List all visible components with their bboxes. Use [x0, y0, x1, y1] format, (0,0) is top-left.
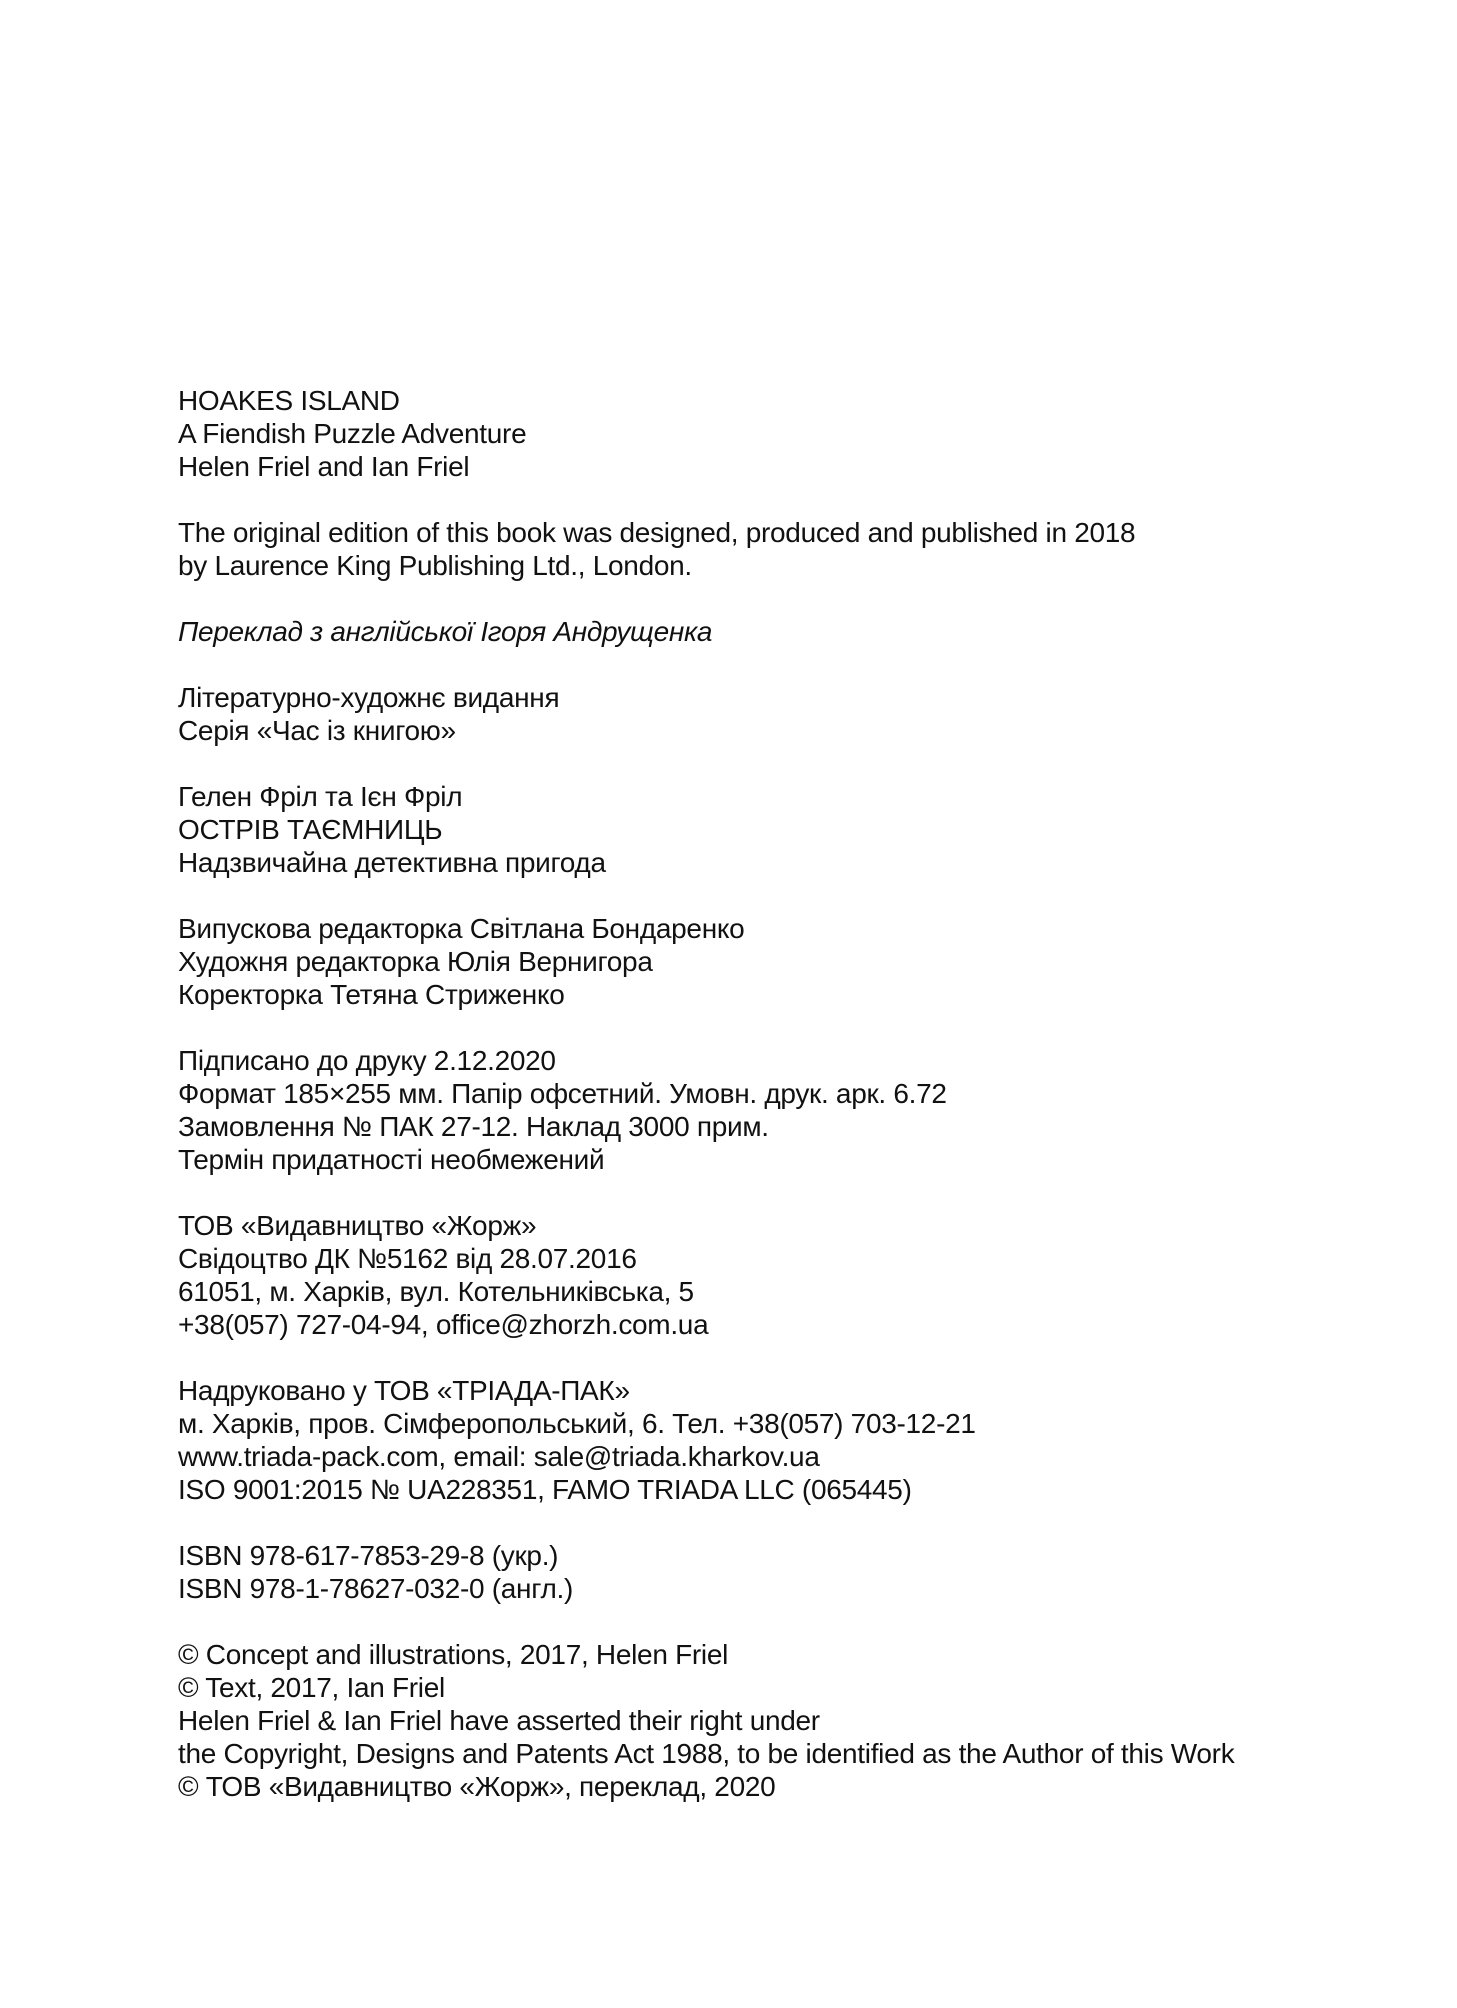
- text-line: Замовлення № ПАК 27-12. Наклад 3000 прим.: [178, 1111, 769, 1142]
- text-line: Підписано до друку 2.12.2020: [178, 1045, 556, 1076]
- text-line: Серія «Час із книгою»: [178, 715, 456, 746]
- text-line: HOAKES ISLAND: [178, 385, 400, 416]
- text-line: Коректорка Тетяна Стриженко: [178, 979, 565, 1010]
- text-line: Літературно-художнє видання: [178, 682, 560, 713]
- editorial-staff: [178, 912, 1448, 1011]
- isbn-block: [178, 1539, 1448, 1605]
- text-line: Надзвичайна детективна пригода: [178, 847, 606, 878]
- text-line: 61051, м. Харків, вул. Котельниківська, 5: [178, 1276, 694, 1307]
- text-line: м. Харків, пров. Сімферопольський, 6. Тел. +38(057) 703-12-21: [178, 1408, 976, 1439]
- text-line: www.triada-pack.com, email: sale@triada.kharkov.ua: [178, 1441, 820, 1472]
- original-edition-note: [178, 516, 1448, 582]
- text-line: Переклад з англійської Ігоря Андрущенка: [178, 616, 713, 647]
- text-line: ISO 9001:2015 № UA228351, FAMO TRIADA LLC (065445): [178, 1474, 912, 1505]
- text-line: The original edition of this book was designed, produced and published in 2018: [178, 517, 1136, 548]
- text-line: A Fiendish Puzzle Adventure: [178, 418, 527, 449]
- text-line: Формат 185×255 мм. Папір офсетний. Умовн. друк. арк. 6.72: [178, 1078, 947, 1109]
- text-line: Helen Friel and Ian Friel: [178, 451, 470, 482]
- text-line: Випускова редакторка Світлана Бондаренко: [178, 913, 745, 944]
- edition-type: [178, 681, 1448, 747]
- text-line: © ТОВ «Видавництво «Жорж», переклад, 2020: [178, 1771, 776, 1802]
- ukrainian-title-block: [178, 780, 1448, 879]
- text-line: Гелен Фріл та Ієн Фріл: [178, 781, 463, 812]
- copyright-block: [178, 1638, 1448, 1803]
- print-run-info: [178, 1044, 1448, 1176]
- text-line: Надруковано у ТОВ «ТРІАДА-ПАК»: [178, 1375, 630, 1406]
- text-line: ОСТРІВ ТАЄМНИЦЬ: [178, 814, 443, 845]
- publisher-info: [178, 1209, 1448, 1341]
- translation-note: [178, 615, 1448, 648]
- text-line: Свідоцтво ДК №5162 від 28.07.2016: [178, 1243, 637, 1274]
- text-line: ISBN 978-617-7853-29-8 (укр.): [178, 1540, 559, 1571]
- text-line: Термін придатності необмежений: [178, 1144, 605, 1175]
- text-line: ISBN 978-1-78627-032-0 (англ.): [178, 1573, 574, 1604]
- text-line: the Copyright, Designs and Patents Act 1988, to be identified as the Author of this Work: [178, 1738, 1235, 1769]
- text-line: Художня редакторка Юлія Вернигора: [178, 946, 653, 977]
- text-line: © Concept and illustrations, 2017, Helen Friel: [178, 1639, 729, 1670]
- title-block: [178, 384, 1448, 483]
- text-line: by Laurence King Publishing Ltd., London.: [178, 550, 692, 581]
- text-line: Helen Friel & Ian Friel have asserted their right under: [178, 1705, 820, 1736]
- text-line: © Text, 2017, Ian Friel: [178, 1672, 445, 1703]
- printer-info: [178, 1374, 1448, 1506]
- colophon-text: [178, 384, 1448, 1803]
- text-line: ТОВ «Видавництво «Жорж»: [178, 1210, 537, 1241]
- text-line: +38(057) 727-04-94, office@zhorzh.com.ua: [178, 1309, 709, 1340]
